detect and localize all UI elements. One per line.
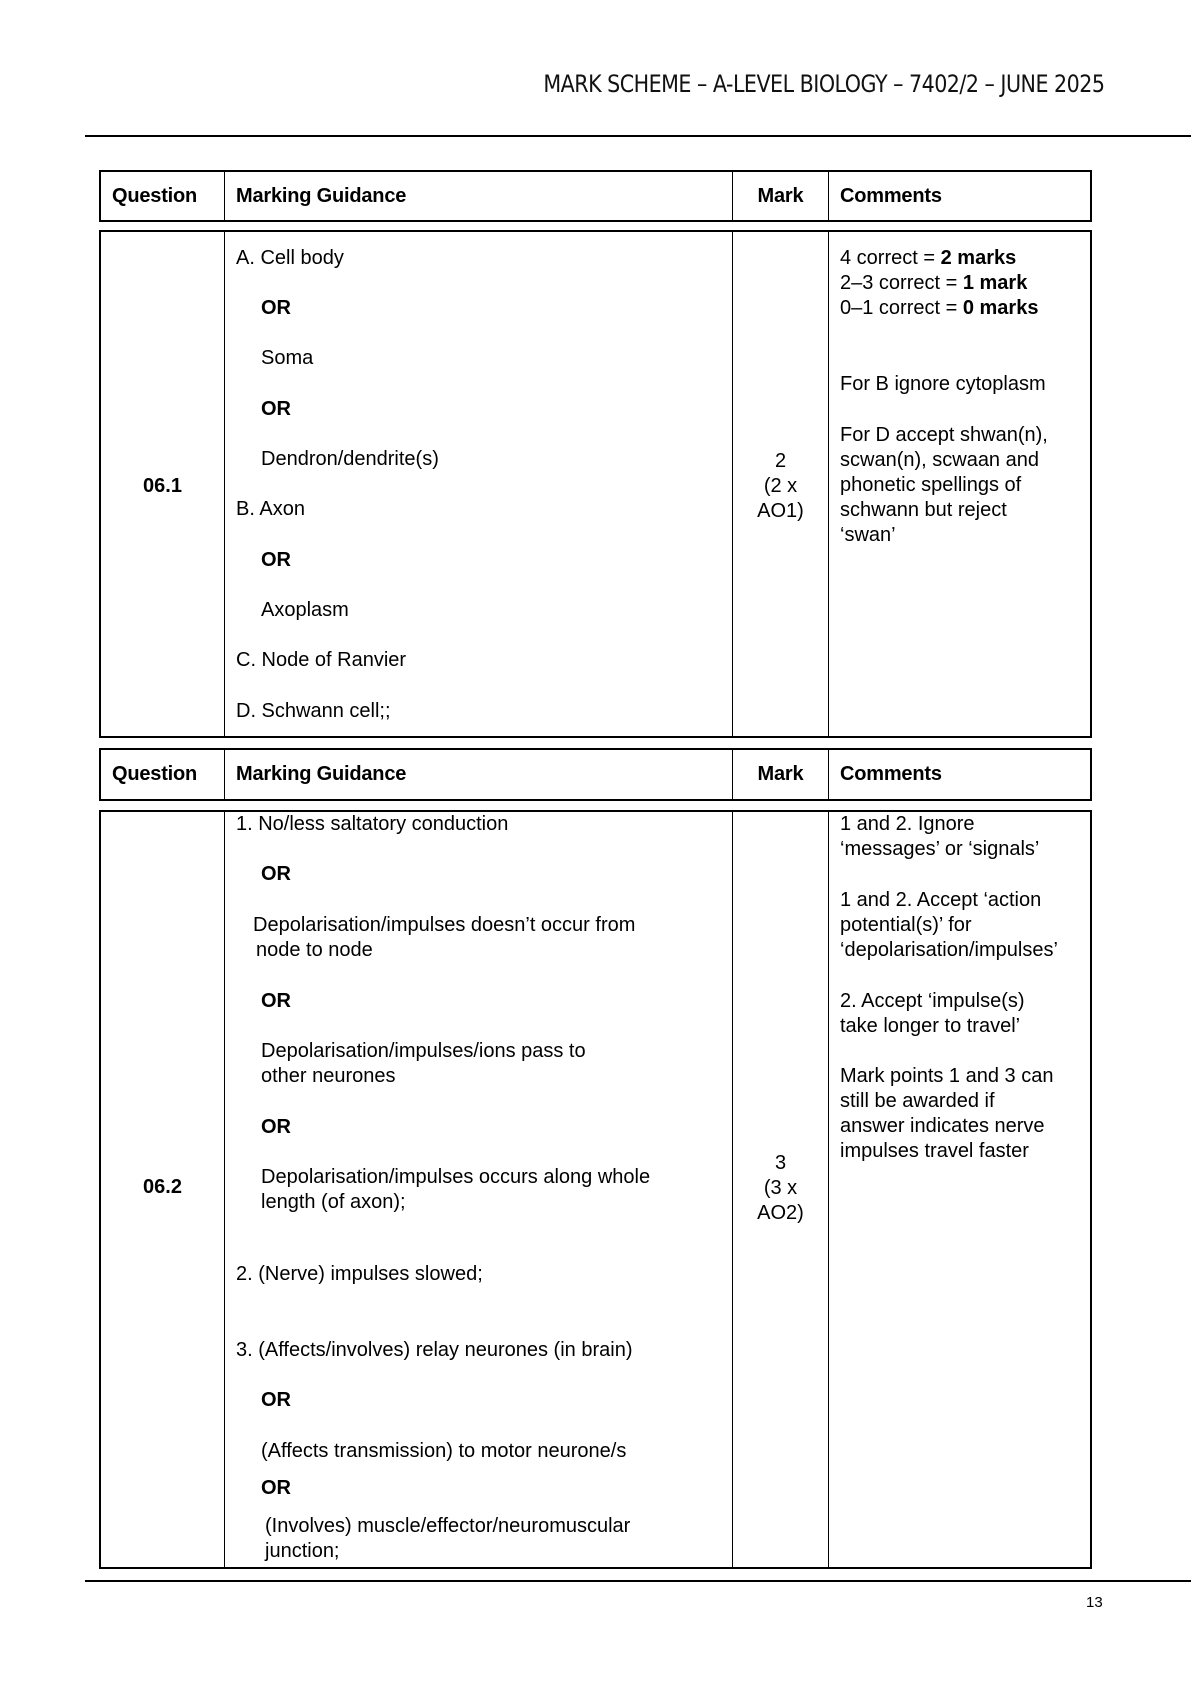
or-line: OR: [261, 297, 291, 319]
mark-value: (3 x: [763, 1177, 798, 1199]
scoring-prefix: 2–3 correct =: [840, 272, 963, 294]
header-rule: [85, 135, 1191, 137]
or-line: OR: [261, 1116, 291, 1138]
header-comments: Comments: [840, 763, 942, 785]
comment-line: For D accept shwan(n),: [840, 424, 1048, 446]
question-number: 06.2: [143, 1176, 182, 1198]
mark-value: 2: [774, 450, 787, 472]
mark-value: AO2): [757, 1202, 804, 1224]
guidance-line: node to node: [256, 939, 373, 961]
comment-line: ‘messages’ or ‘signals’: [840, 838, 1040, 860]
or-line: OR: [261, 549, 291, 571]
comment-line: answer indicates nerve: [840, 1115, 1045, 1137]
guidance-line: (Involves) muscle/effector/neuromuscular: [265, 1515, 631, 1537]
guidance-line: 2. (Nerve) impulses slowed;: [236, 1263, 483, 1285]
guidance-line: C. Node of Ranvier: [236, 649, 407, 671]
or-line: OR: [261, 398, 291, 420]
comment-line: phonetic spellings of: [840, 474, 1022, 496]
guidance-line: B. Axon: [236, 498, 305, 520]
guidance-line: Dendron/dendrite(s): [261, 448, 439, 470]
guidance-line: junction;: [265, 1540, 340, 1562]
guidance-line: other neurones: [261, 1065, 396, 1087]
comment-line: take longer to travel’: [840, 1015, 1021, 1037]
header-question: Question: [101, 750, 225, 799]
comment-line: ‘depolarisation/impulses’: [840, 939, 1058, 961]
or-line: OR: [261, 863, 291, 885]
table-header-06-1: [99, 170, 1092, 222]
guidance-line: A. Cell body: [236, 247, 344, 269]
question-row-06-2: [99, 810, 1092, 1569]
guidance-line: Axoplasm: [261, 599, 349, 621]
guidance-line: Depolarisation/impulses/ions pass to: [261, 1040, 586, 1062]
question-number: 06.1: [143, 475, 182, 497]
scoring-prefix: 0–1 correct =: [840, 297, 963, 319]
comment-line: ‘swan’: [840, 524, 896, 546]
scoring-prefix: 4 correct =: [840, 247, 941, 269]
guidance-line: 1. No/less saltatory conduction: [236, 813, 509, 835]
mark-value: AO1): [757, 500, 804, 522]
header-comments: Comments: [840, 184, 942, 207]
or-line: OR: [261, 990, 291, 1012]
comment-line: 2. Accept ‘impulse(s): [840, 990, 1025, 1012]
guidance-line: 3. (Affects/involves) relay neurones (in brain): [236, 1339, 633, 1361]
comment-line: Mark points 1 and 3 can: [840, 1065, 1054, 1087]
header-mark: Mark: [733, 172, 829, 220]
comment-line: schwann but reject: [840, 499, 1007, 521]
scoring-marks: 1 mark: [962, 272, 1028, 294]
comment-line: potential(s)’ for: [840, 914, 972, 936]
header-question: Question: [101, 172, 225, 220]
footer-rule: [85, 1580, 1191, 1582]
scoring-marks: 2 marks: [940, 247, 1017, 269]
page-number: 13: [1086, 1594, 1103, 1611]
scoring-line: [840, 296, 1038, 321]
scoring-line: [840, 246, 1016, 271]
table-header-06-2: [99, 748, 1092, 801]
guidance-line: Depolarisation/impulses occurs along whole: [261, 1166, 651, 1188]
guidance-line: D. Schwann cell;;: [236, 700, 391, 722]
or-line: OR: [261, 1389, 291, 1411]
comment-line: scwan(n), scwaan and: [840, 449, 1039, 471]
comment-line: impulses travel faster: [840, 1140, 1029, 1162]
comment-line: 1 and 2. Ignore: [840, 813, 975, 835]
question-row-06-1: [99, 230, 1092, 738]
scoring-line: [840, 271, 1027, 296]
comment-line: For B ignore cytoplasm: [840, 373, 1046, 395]
comment-line: still be awarded if: [840, 1090, 995, 1112]
mark-value: 3: [774, 1152, 787, 1174]
header-guidance: Marking Guidance: [225, 172, 733, 220]
scoring-marks: 0 marks: [962, 297, 1039, 319]
guidance-line: length (of axon);: [261, 1191, 406, 1213]
comment-line: 1 and 2. Accept ‘action: [840, 889, 1042, 911]
guidance-line: Depolarisation/impulses doesn’t occur from: [253, 914, 636, 936]
or-line: OR: [261, 1477, 291, 1499]
header-guidance: Marking Guidance: [225, 750, 733, 799]
guidance-line: (Affects transmission) to motor neurone/s: [261, 1440, 627, 1462]
mark-value: (2 x: [763, 475, 798, 497]
running-title: MARK SCHEME – A-LEVEL BIOLOGY – 7402/2 – JUNE 2025: [542, 70, 1104, 98]
guidance-line: Soma: [261, 347, 314, 369]
header-mark: Mark: [733, 750, 829, 799]
